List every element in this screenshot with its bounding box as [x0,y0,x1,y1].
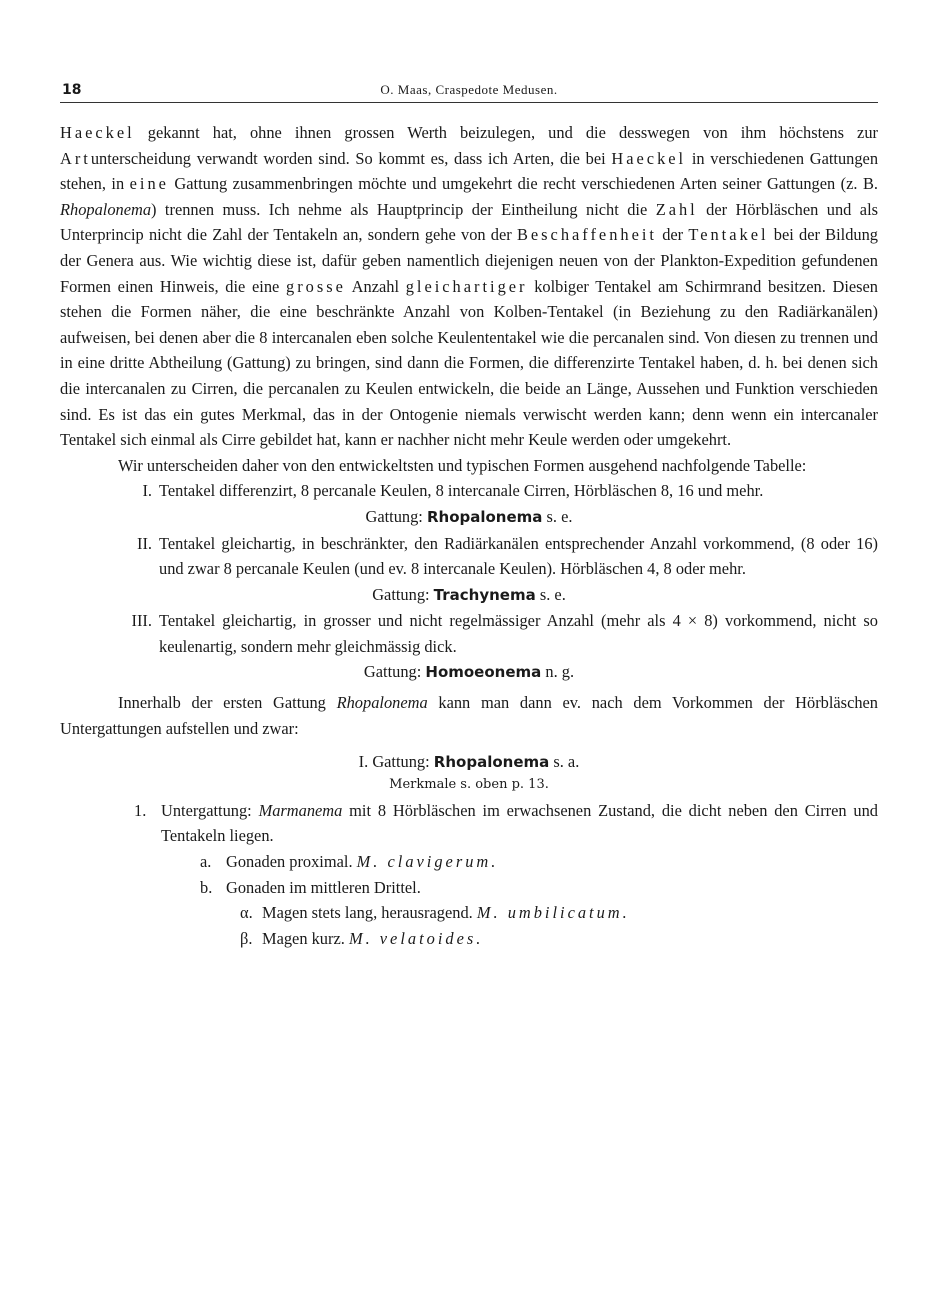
emphasis-text: grosse [286,276,346,296]
text-span: bei der Bildung der Genera aus. Wie wichtig diese ist, dafür geben namentlich diejenigen neuen von der Plankton-Expedition gefundenen Formen einen Hinweis, die eine [60,225,878,296]
page-header [60,82,878,103]
text-span: Untergattung: [161,800,259,820]
genus-line [60,504,878,531]
text-span: unterscheidung verwandt worden sind. So kommt es, dass ich Arten, die bei [90,148,612,168]
entry-number: 1. [134,800,147,820]
genus-name: Rhopalonema [60,199,152,219]
text-span: Innerhalb der ersten Gattung [118,693,337,713]
text-span: Magen kurz. [262,928,349,948]
genus-suffix: s. e. [546,506,573,526]
emphasis-text: Beschaffenheit [516,225,657,245]
text-span: kann man dann ev. nach dem Vorkommen der Hörbläschen Untergattungen aufstellen und zwar: [60,693,879,738]
text-span: in verschiedenen Gattungen stehen, in [60,148,879,194]
item-letter: a. [200,852,212,872]
entry-text: Tentakel gleichartig, in beschränkter, den Radiärkanälen entsprechender Anzahl vorkommend, (8 oder 16) und zwar 8 percanale Keulen (und ev. 8 intercanale Keulen). Hörbläschen 4, 8 oder mehr. [159,533,878,579]
item-letter: β. [240,928,253,948]
running-head: O. Maas, Craspedote Medusen. [380,82,558,97]
item-letter: b. [200,877,213,897]
text-span: Gonaden im mittleren Drittel. [226,877,421,897]
entry-text: Tentakel gleichartig, in grosser und nicht regelmässiger Anzahl (mehr als 4 × 8) vorkommend, nicht so keulenartig, sondern mehr gleichmässig dick. [159,611,878,656]
emphasis-text: Tentakel [688,225,769,245]
author-name: Haeckel [60,123,135,142]
entry-number: I. [142,481,152,501]
list-item [60,900,878,926]
genus-name: Rhopalonema [336,693,428,713]
paragraph-3 [60,690,878,741]
subgenus-entry [60,798,878,849]
emphasis-text: Zahl [655,199,698,219]
text-span: kolbiger Tentakel am Schirmrand besitzen. Diesen stehen die Formen näher, die eine beschränkte Anzahl von Kolben-Tentakel (in Beziehung zu den Radiärkanälen) aufweisen, bei denen aber die 8 intercanalen eben solche Keulententakel wie die percanalen sind. Von diesen zu trennen und in eine dritte Abtheilung (Gattung) zu bringen, sind dann die Formen, die differenzirte Tentakel haben, d. h. bei denen sich die intercanalen zu Cirren, die percanalen zu Keulen entwickeln, die beide an Länge, Aussehen und Funktion verschieden sind. Es ist das ein gutes Merkmal, das in der Ontogenie niemals verwischt werden kann; denn wenn ein intercanaler Tentakel sich einmal als Cirre gebildet hat, kann er nachher nicht mehr Keule werden oder umgekehrt. [60,276,878,450]
subgenus-name: Marmanema [258,800,343,820]
text-span: Anzahl [345,276,406,296]
genus-suffix: n. g. [545,662,575,682]
entry-text: Tentakel differenzirt, 8 percanale Keulen, 8 intercanale Cirren, Hörbläschen 8, 16 und mehr. [159,481,764,501]
item-letter: α. [240,903,253,923]
table-entry [60,608,878,659]
page-number: 18 [62,82,82,98]
text-span: der [656,225,689,245]
classification-table [60,478,878,686]
entry-number: II. [136,533,152,553]
genus-line [60,659,878,686]
genus-name: Rhopalonema [426,507,543,526]
list-item [60,926,878,952]
genus-line [60,582,878,609]
table-entry [60,531,878,582]
paragraph-2: Wir unterscheiden daher von den entwickeltsten und typischen Formen ausgehend nachfolgende Tabelle: [118,455,807,475]
gattung-label: Gattung: [365,506,423,526]
genus-name: Rhopalonema [433,753,550,772]
body-text [60,120,878,951]
list-item [60,849,878,875]
table-entry [60,478,878,504]
text-span: Gonaden proximal. [226,852,357,872]
gattung-label: Gattung: [372,584,430,604]
text-span: der Hörbläschen und als Unterprincip nicht die Zahl der Tentakeln an, sondern gehe von der [60,199,879,245]
text-span: mit 8 Hörbläschen im erwachsenen Zustand, die dicht neben den Cirren und Tentakeln liegen. [161,800,878,846]
genus-name: Trachynema [433,585,536,604]
text-span: ) trennen muss. Ich nehme als Hauptprincip der Eintheilung nicht die [151,199,656,219]
author-name: Haeckel [611,148,687,168]
paragraph-1 [60,120,878,453]
species-name: M. umbilicatum. [476,903,630,923]
emphasis-text: eine [129,174,169,194]
text-span: Magen stets lang, herausragend. [262,903,477,923]
genus-suffix: s. a. [553,752,580,772]
gattung-label: I. Gattung: [358,752,430,772]
emphasis-text: Art [60,148,91,168]
list-item [60,875,878,901]
emphasis-text: gleichartiger [405,276,528,296]
section-heading [60,749,878,776]
text-span: Gattung zusammenbringen möchte und umgekehrt die recht verschiedenen Arten seiner Gattungen (z. B. [168,174,878,194]
entry-number: III. [131,611,152,631]
species-name: M. velatoides. [348,928,484,948]
genus-name: Homoeonema [425,663,542,682]
gattung-label: Gattung: [363,662,422,682]
text-span: gekannt hat, ohne ihnen grossen Werth beizulegen, und die desswegen von ihm höchstens zur [134,123,878,142]
genus-suffix: s. e. [539,584,566,604]
species-name: M. clavigerum. [356,852,499,872]
section-note: Merkmale s. oben p. 13. [389,776,549,792]
